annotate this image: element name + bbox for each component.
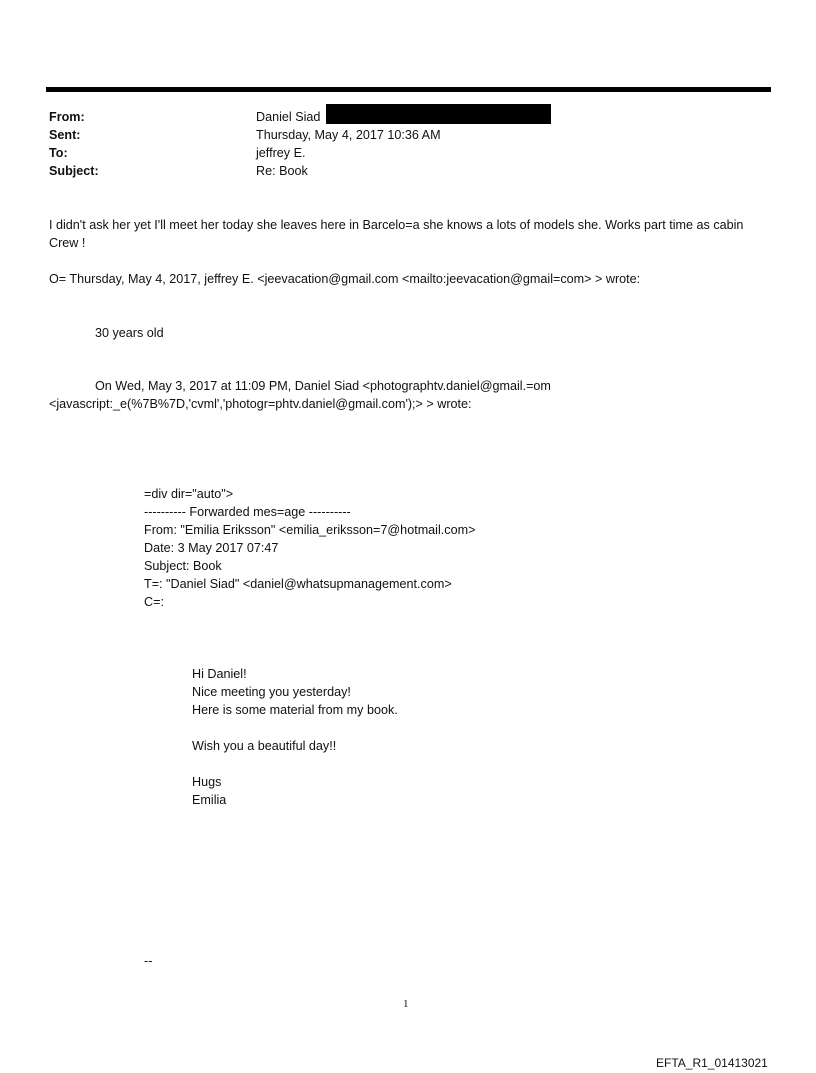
forward-to: T=: "Daniel Siad" <daniel@whatsupmanagement.com> (144, 577, 452, 591)
forward-from: From: "Emilia Eriksson" <emilia_eriksson=7@hotmail.com> (144, 523, 476, 537)
message-signature: Emilia (192, 793, 227, 807)
page-number: 1 (403, 998, 409, 1010)
message-greeting: Hi Daniel! (192, 667, 247, 681)
forward-separator: ---------- Forwarded mes=age ---------- (144, 505, 351, 519)
quote1-text: 30 years old (95, 326, 164, 340)
message-closing: Hugs (192, 775, 222, 789)
redaction-bar (326, 104, 551, 124)
forward-date: Date: 3 May 2017 07:47 (144, 541, 279, 555)
to-value: jeffrey E. (256, 146, 306, 160)
document-id: EFTA_R1_01413021 (656, 1056, 768, 1070)
sent-label: Sent: (49, 128, 81, 142)
header-rule (46, 87, 771, 92)
subject-value: Re: Book (256, 164, 308, 178)
quote1-intro: O= Thursday, May 4, 2017, jeffrey E. <jeevacation@gmail.com <mailto:jeevacation@gmail=com> > wrote: (49, 272, 641, 286)
to-label: To: (49, 146, 68, 160)
forward-div-line: =div dir="auto"> (144, 487, 234, 501)
sent-value: Thursday, May 4, 2017 10:36 AM (256, 128, 441, 142)
forward-subject: Subject: Book (144, 559, 222, 573)
subject-label: Subject: (49, 164, 99, 178)
from-label: From: (49, 110, 85, 124)
quote2-intro-line1: On Wed, May 3, 2017 at 11:09 PM, Daniel Siad <photographtv.daniel@gmail.=om (95, 379, 551, 393)
message-line2: Here is some material from my book. (192, 703, 398, 717)
signature-dash: -- (144, 954, 153, 968)
reply-paragraph: I didn't ask her yet I'll meet her today she leaves here in Barcelo=a she knows a lots of models she. Works part time as cabin Crew ! (49, 218, 744, 250)
message-line1: Nice meeting you yesterday! (192, 685, 351, 699)
from-value: Daniel Siad (256, 110, 321, 124)
forward-cc: C=: (144, 595, 164, 609)
quote2-intro-line2: <javascript:_e(%7B%7D,'cvml','photogr=phtv.daniel@gmail.com');> > wrote: (49, 397, 472, 411)
message-line3: Wish you a beautiful day!! (192, 739, 337, 753)
